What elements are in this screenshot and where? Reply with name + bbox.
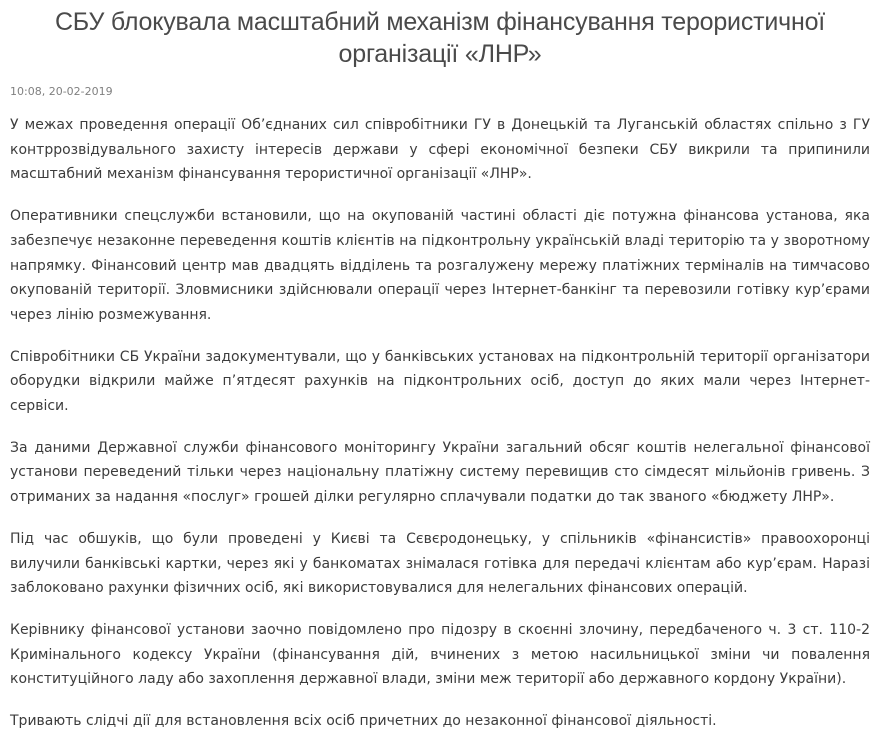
article-paragraph: Тривають слідчі дії для встановлення всіх осіб причетних до незаконної фінансової діяльності. [10, 713, 717, 730]
article-paragraph: Співробітники СБ України задокументували, що у банківських установах на підконтрольній території організатори оборудки відкрили майже п’ятдесят рахунків на підконтрольних осіб, доступ до яких мали через Інтернет-сервіси. [10, 348, 870, 415]
news-article [10, 0, 870, 734]
article-paragraph: Керівнику фінансової установи заочно повідомлено про підозру в скоєнні злочину, передбаченого ч. 3 ст. 110-2 Кримінального кодексу України (фінансування дій, вчинених з метою насильницької зміни чи повалення конституційного ладу або захоплення державної влади, зміни меж території або державного кордону України). [10, 621, 870, 688]
article-paragraph: За даними Державної служби фінансового моніторингу України загальний обсяг коштів нелегальної фінансової установи переведений тільки через національну платіжну систему перевищив сто сімдесят мільйонів гривень. З отриманих за надання «послуг» грошей ділки регулярно сплачували податки до так званого «бюджету ЛНР». [10, 439, 870, 506]
article-paragraph: Під час обшуків, що були проведені у Києві та Сєвєродонецьку, у спільників «фінансистів» правоохоронці вилучили банківські картки, через які у банкоматах знімалася готівка для передачі клієнтам або кур’єрам. Наразі заблоковано рахунки фізичних осіб, які використовувалися для нелегальних фінансових операцій. [10, 530, 870, 597]
article-title: СБУ блокувала масштабний механізм фінансування терористичної організації «ЛНР» [54, 8, 826, 68]
article-paragraph: Оперативники спецслужби встановили, що на окупованій частині області діє потужна фінансова установа, яка забезпечує незаконне переведення коштів клієнтів на підконтрольну українській владі територію та у зворотному напрямку. Фінансовий центр мав двадцять відділень та розгалужену мережу платіжних терміналів на тимчасово окупованій території. Зловмисники здійснювали операції через Інтернет-банкінг та перевозили готівку кур’єрами через лінію розмежування. [10, 208, 870, 323]
article-paragraph: У межах проведення операції Об’єднаних сил співробітники ГУ в Донецькій та Луганській областях спільно з ГУ контррозвідувального захисту інтересів держави у сфері економічної безпеки СБУ викрили та припинили масштабний механізм фінансування терористичної організації «ЛНР». [10, 117, 870, 183]
article-date: 10:08, 20-02-2019 [10, 85, 113, 98]
article-body [10, 113, 870, 734]
